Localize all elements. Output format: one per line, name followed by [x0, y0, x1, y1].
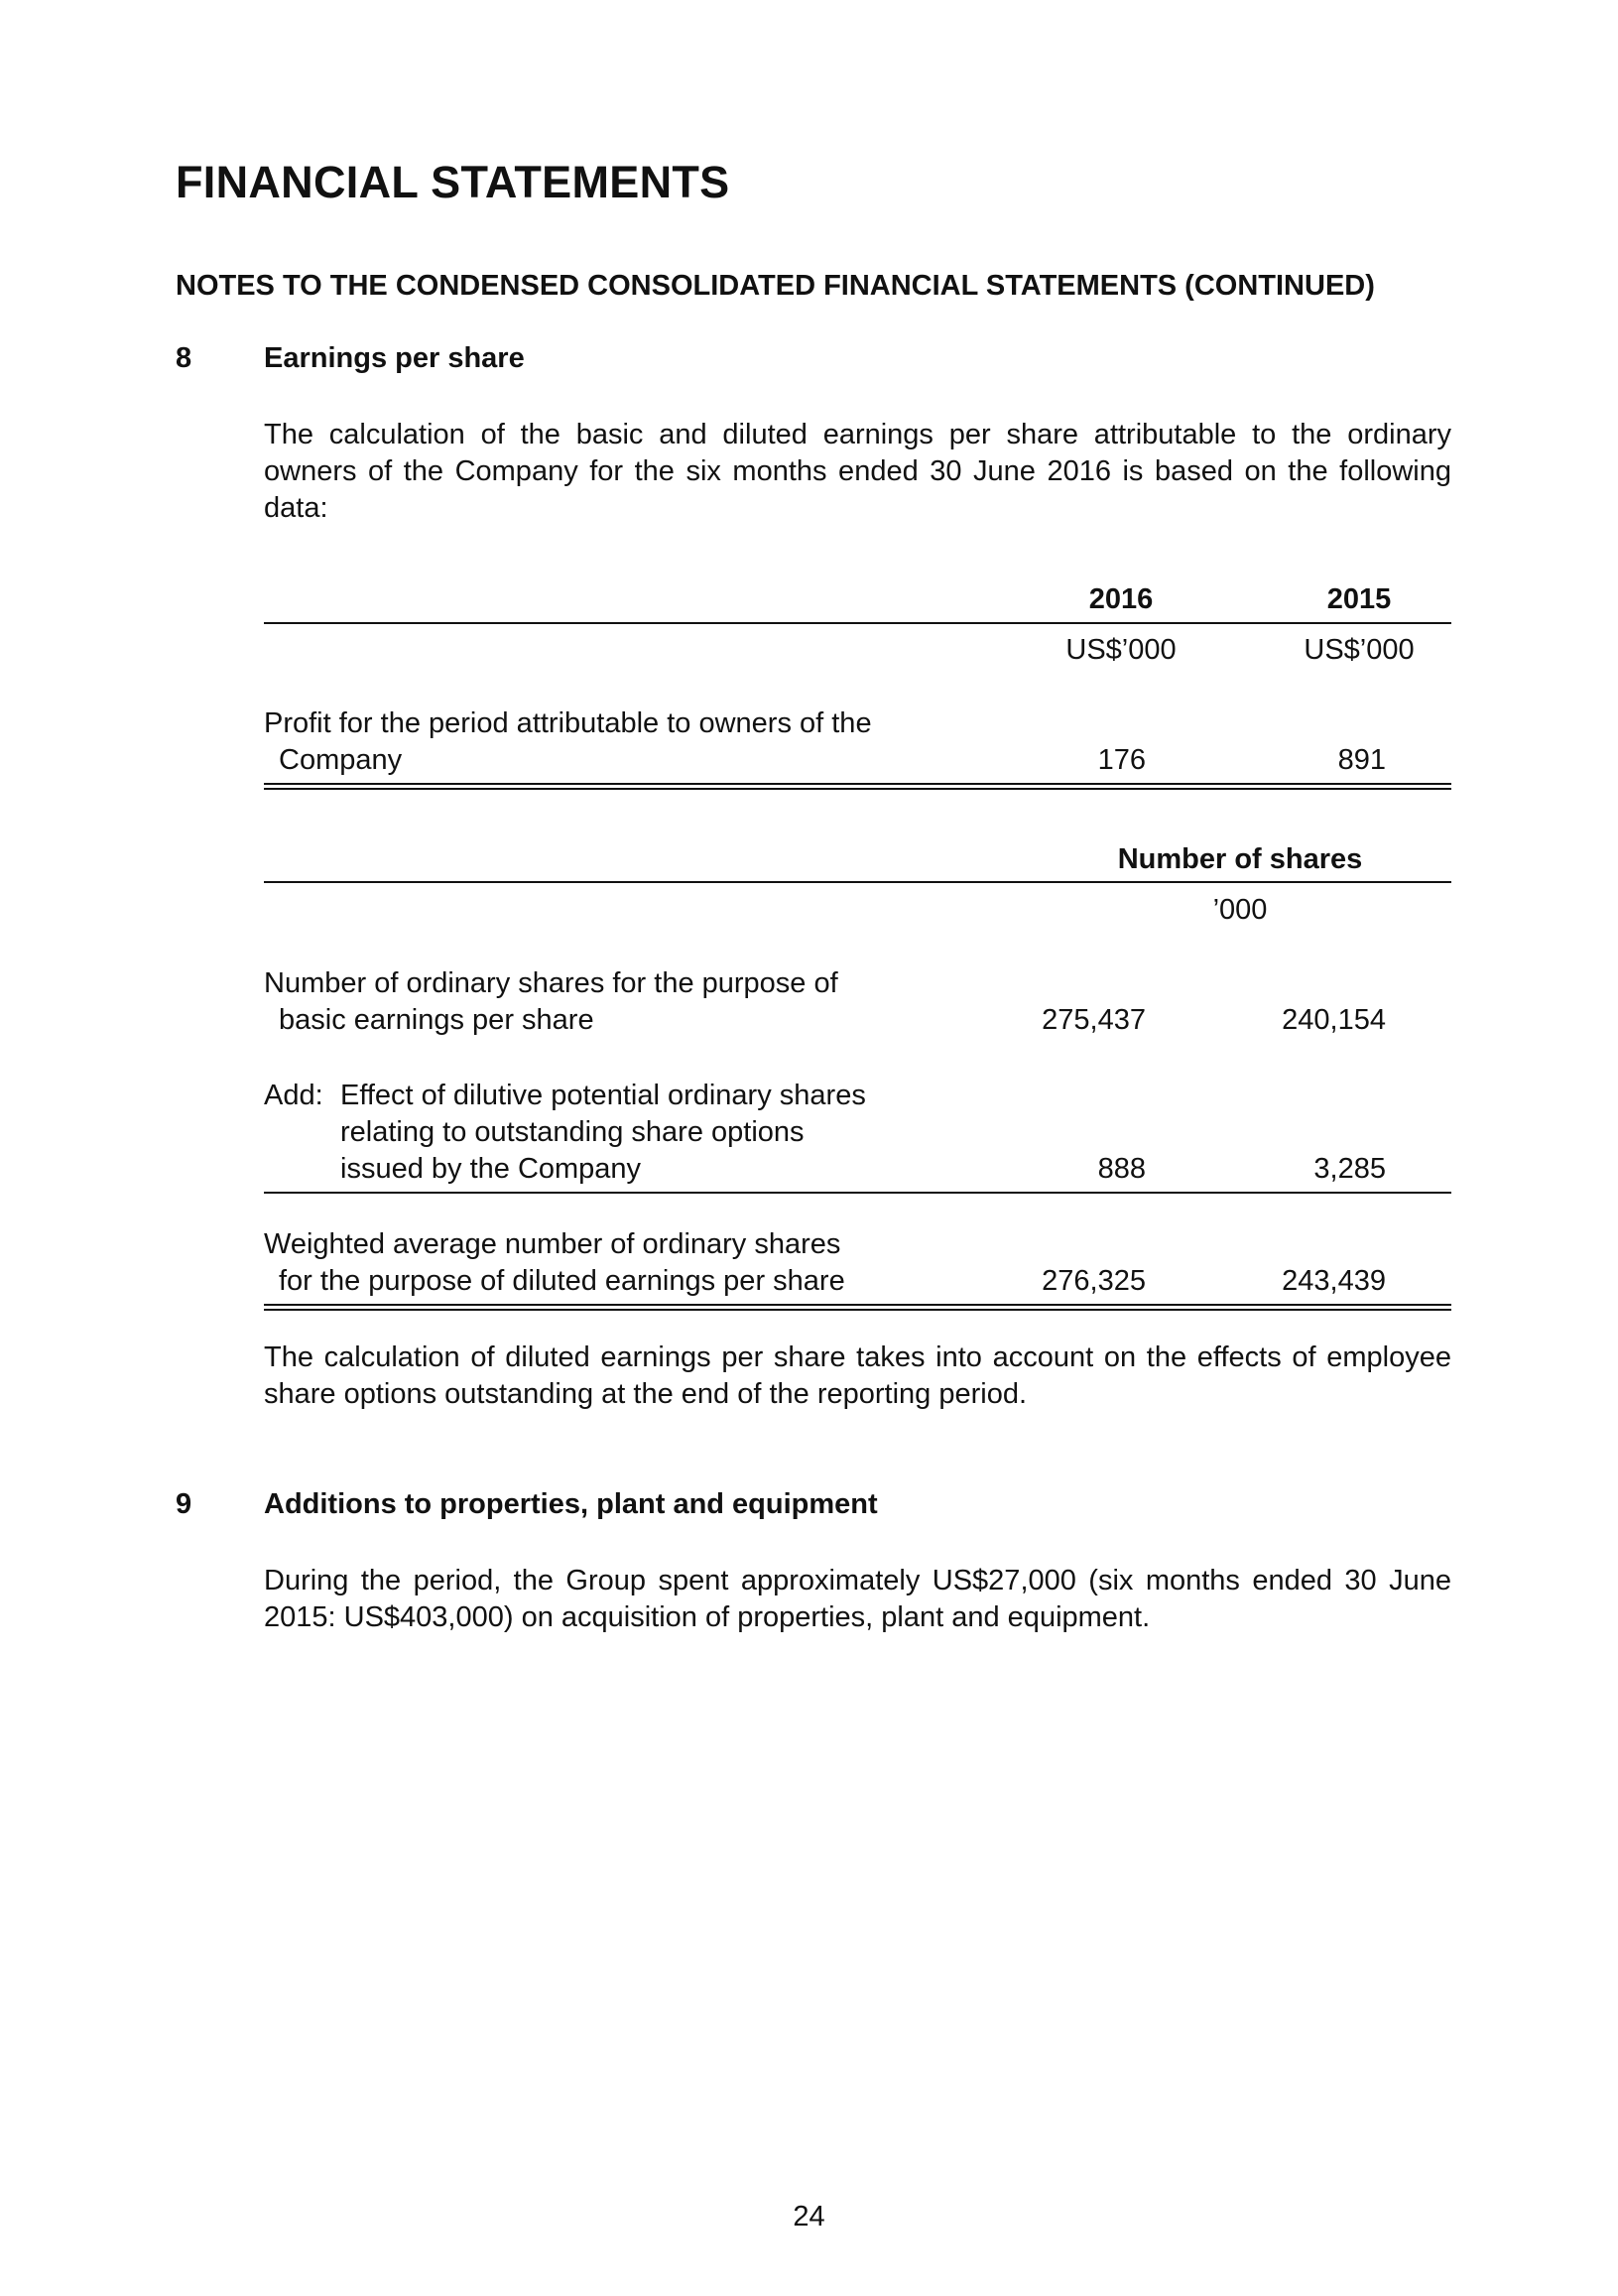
table2-header-rule	[264, 881, 1451, 883]
basic-2015: 240,154	[1282, 1004, 1386, 1036]
weighted-2015: 243,439	[1282, 1265, 1386, 1297]
note-8-footnote: The calculation of diluted earnings per share takes into account on the effects of employee share options outstanding at the end of the reporting period.	[264, 1341, 1451, 1410]
add-prefix: Add:	[264, 1080, 323, 1111]
add-label-line1: Effect of dilutive potential ordinary shares	[340, 1080, 866, 1111]
add-2015: 3,285	[1313, 1153, 1386, 1185]
shares-header: Number of shares	[1117, 843, 1363, 875]
note-9-title: Additions to properties, plant and equipment	[264, 1488, 878, 1520]
basic-2016: 275,437	[1042, 1004, 1146, 1036]
note-8-intro: The calculation of the basic and diluted earnings per share attributable to the ordinary owners of the Company for the six months ended 30 June 2016 is based on the following data:	[264, 419, 1451, 524]
profit-label-line2: Company	[279, 744, 403, 776]
section-heading: NOTES TO THE CONDENSED CONSOLIDATED FINANCIAL STATEMENTS (CONTINUED)	[176, 270, 1375, 302]
note-8-number: 8	[176, 342, 192, 374]
unit-2015: US$’000	[1304, 634, 1415, 666]
basic-label-line1: Number of ordinary shares for the purpose of	[264, 967, 838, 999]
page-title: FINANCIAL STATEMENTS	[176, 157, 730, 207]
page-number: 24	[793, 2201, 825, 2232]
year-2015-header: 2015	[1326, 583, 1392, 615]
profit-label-line1: Profit for the period attributable to owners of the	[264, 707, 872, 739]
weighted-label-line1: Weighted average number of ordinary shares	[264, 1228, 841, 1260]
weighted-2016: 276,325	[1042, 1265, 1146, 1297]
basic-label-line2: basic earnings per share	[279, 1004, 594, 1036]
weighted-label-line2: for the purpose of diluted earnings per share	[279, 1265, 845, 1297]
note-9-text: During the period, the Group spent approximately US$27,000 (six months ended 30 June 2015: US$403,000) on acquisition of properties, plant and equipment.	[264, 1565, 1451, 1633]
profit-2015: 891	[1337, 744, 1386, 776]
year-2016-header: 2016	[1088, 583, 1154, 615]
table1-total-rule	[264, 783, 1451, 790]
note-8-title: Earnings per share	[264, 342, 525, 374]
unit-2016: US$’000	[1065, 634, 1177, 666]
profit-2016: 176	[1097, 744, 1146, 776]
add-label-line2: relating to outstanding share options	[340, 1116, 805, 1148]
table2-total-rule	[264, 1304, 1451, 1311]
add-label-line3: issued by the Company	[340, 1153, 642, 1185]
note-9-number: 9	[176, 1488, 192, 1520]
table1-header-rule	[264, 622, 1451, 624]
shares-unit: ’000	[1212, 894, 1268, 926]
table2-subtotal-rule	[264, 1192, 1451, 1194]
add-2016: 888	[1097, 1153, 1146, 1185]
